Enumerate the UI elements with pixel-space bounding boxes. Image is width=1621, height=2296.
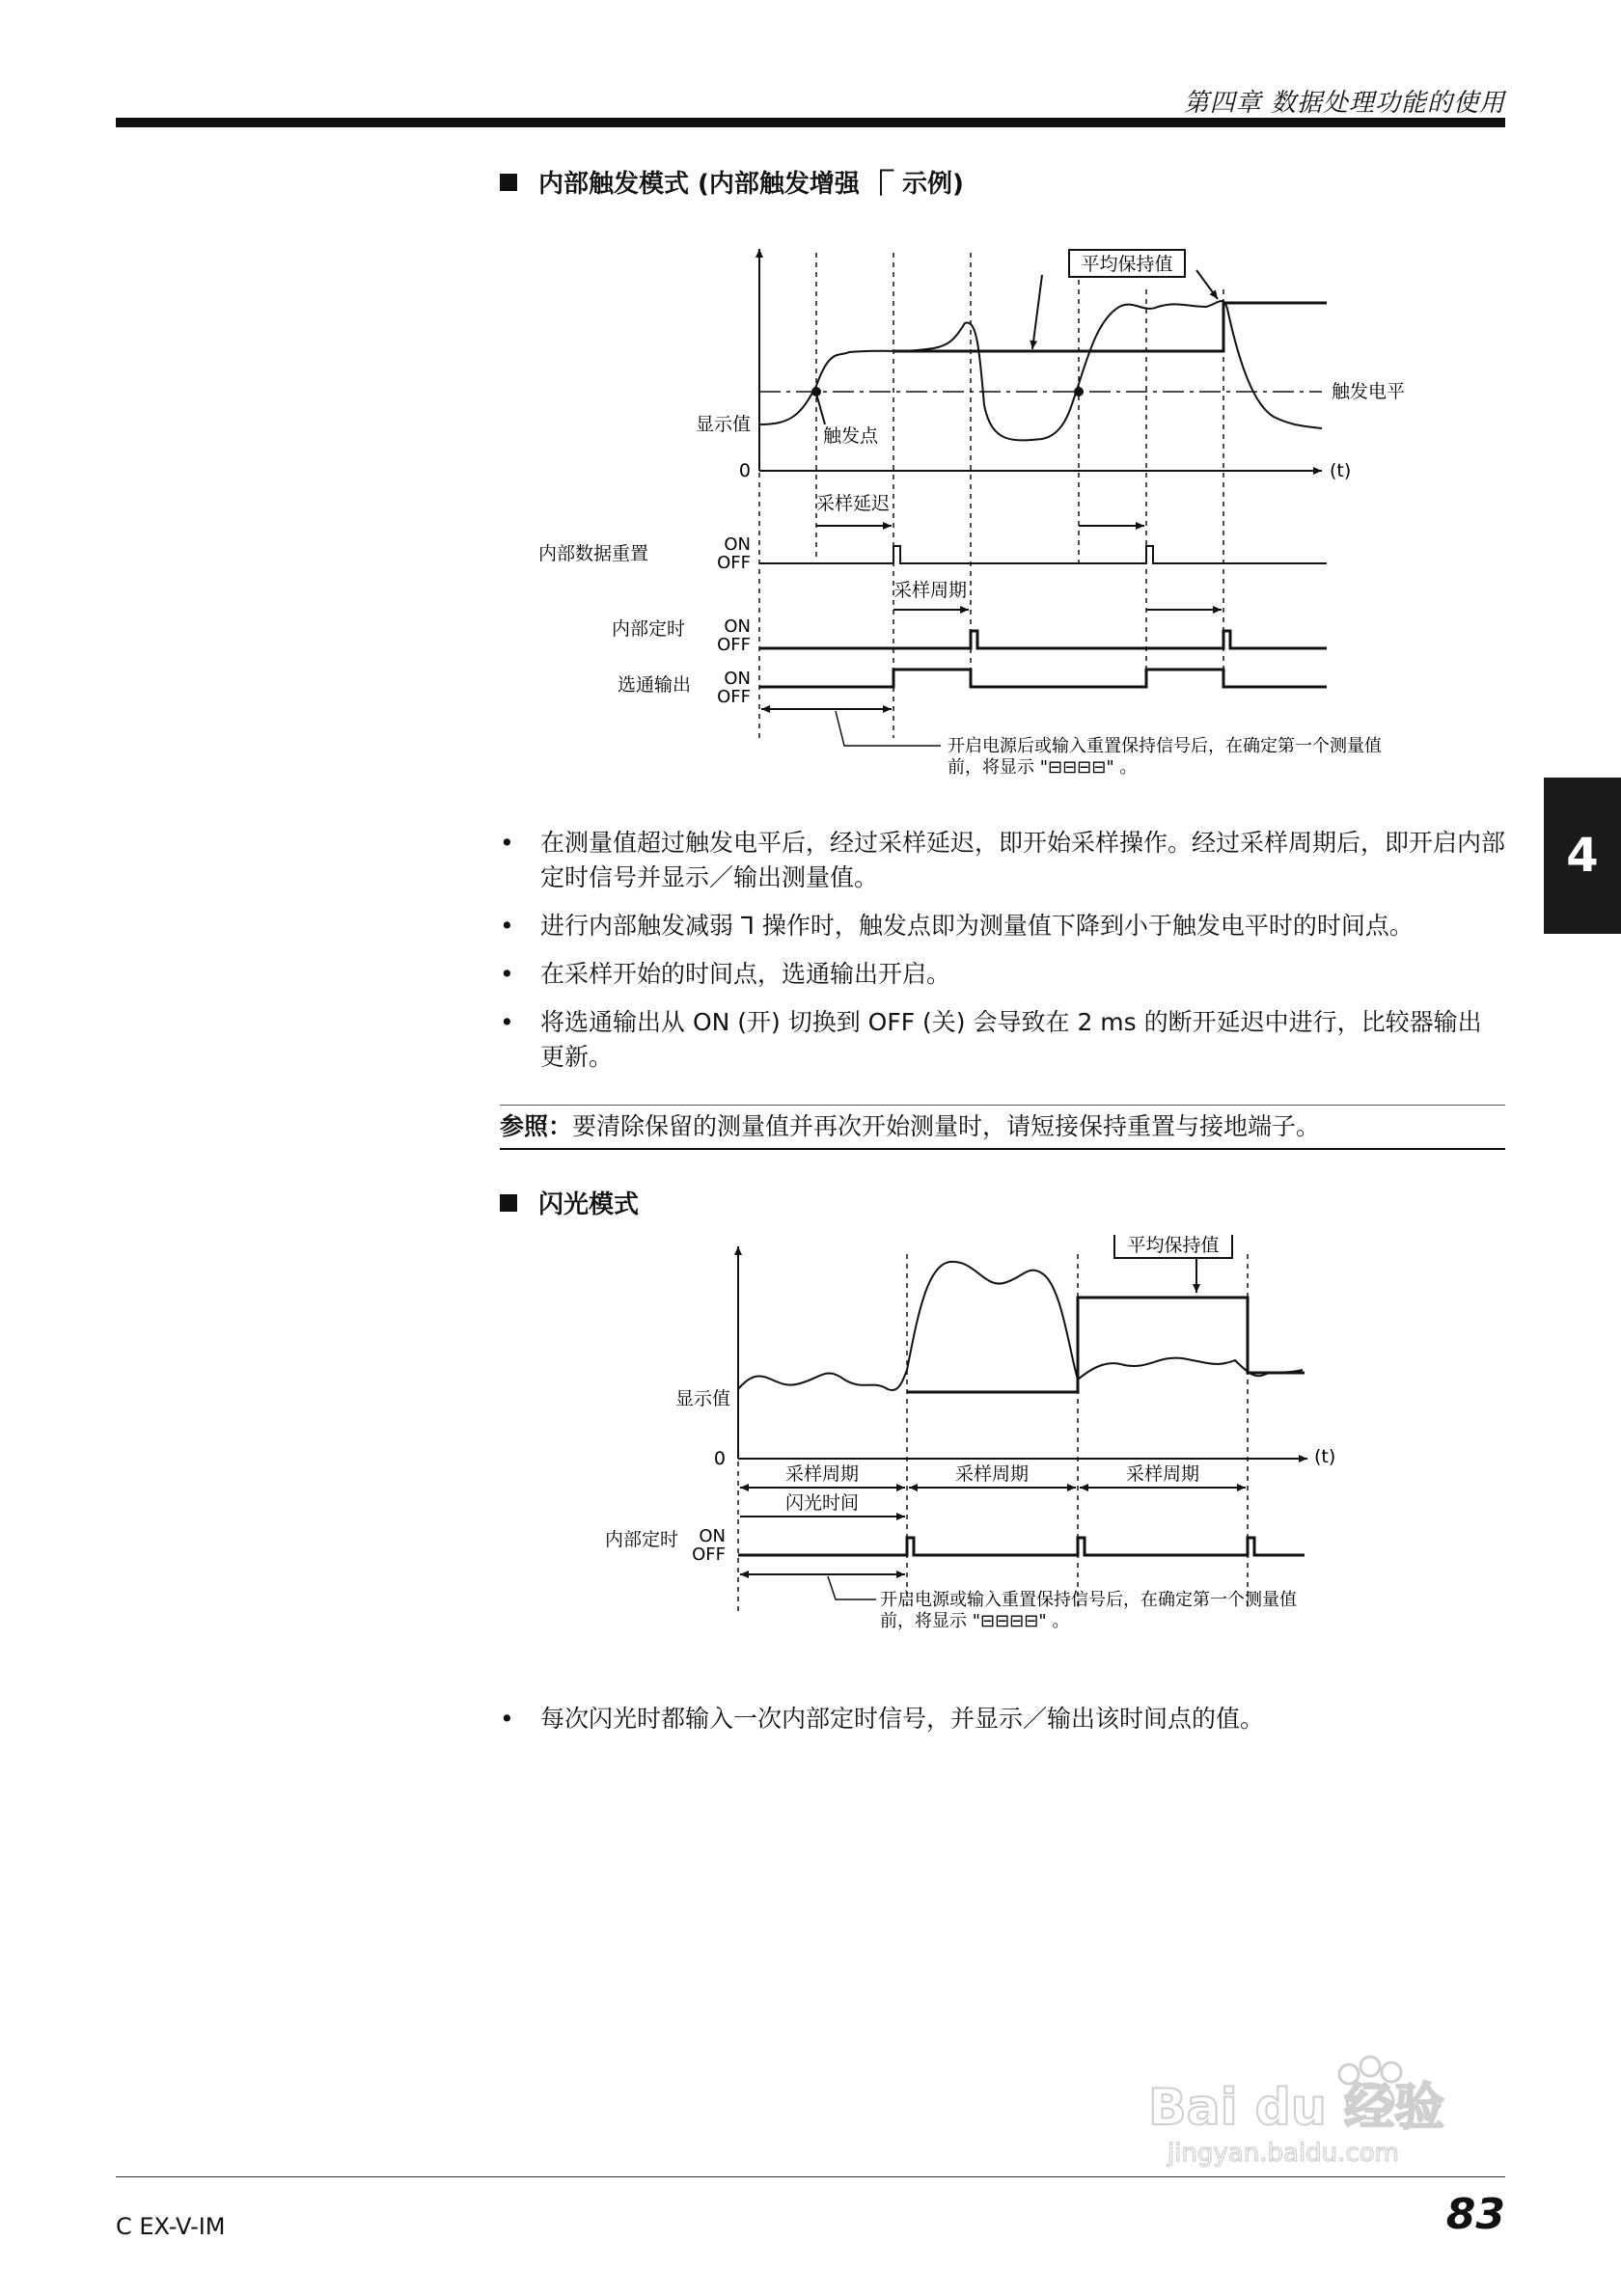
list-item: • 每次闪光时都输入一次内部定时信号，并显示／输出该时间点的值。 <box>500 1705 1265 1733</box>
note-line-1: 开启电源或输入重置保持信号后，在确定第一个测量值 <box>880 1590 1297 1610</box>
watermark-url: jingyan.baidu.com <box>1168 2139 1399 2168</box>
display-value-label: 显示值 <box>695 414 751 435</box>
reference-label: 参照： <box>500 1112 573 1140</box>
sample-period-label: 采样周期 <box>893 580 968 601</box>
sample-period-label-3: 采样周期 <box>1125 1463 1200 1485</box>
chapter-tab: 4 <box>1544 778 1621 934</box>
sample-period-label-2: 采样周期 <box>954 1463 1030 1485</box>
display-value-label: 显示值 <box>674 1388 730 1409</box>
row-label-timer: 内部定时 <box>604 1529 678 1550</box>
row-label-timer: 内部定时 <box>611 618 685 640</box>
footer-doc-code: C EX-V-IM <box>116 2213 226 2240</box>
note-line-2: 前，将显示 "⊟⊟⊟⊟" 。 <box>880 1611 1070 1631</box>
reference-text: 要清除保留的测量值并再次开始测量时，请短接保持重置与接地端子。 <box>572 1112 1321 1140</box>
strobe-off-label: OFF <box>717 687 751 707</box>
square-bullet-icon <box>500 1194 517 1212</box>
reference-note <box>500 1105 1505 1150</box>
note-line-1: 开启电源后或输入重置保持信号后，在确定第一个测量值 <box>948 736 1382 756</box>
reset-on-label: ON <box>724 534 751 555</box>
timer-on-label: ON <box>724 616 751 637</box>
section-title-text: 闪光模式 <box>538 1190 640 1219</box>
zero-label: 0 <box>713 1448 726 1469</box>
time-axis-label: (t) <box>1314 1446 1336 1467</box>
list-item: • 在采样开始的时间点，选通输出开启。 <box>500 960 951 988</box>
chapter-header: 第四章 数据处理功能的使用 <box>1183 89 1505 118</box>
page-number: 83 <box>1445 2190 1505 2239</box>
avg-hold-label: 平均保持值 <box>1127 1235 1220 1256</box>
section1-bullet-list <box>500 826 1505 1088</box>
strobe-on-label: ON <box>724 669 751 689</box>
list-item: • 进行内部触发减弱 ⅂ 操作时，触发点即为测量值下降到小于触发电平时的时间点。 <box>500 912 1414 940</box>
sample-period-label-1: 采样周期 <box>784 1463 860 1485</box>
list-item: • 在测量值超过触发电平后，经过采样延迟，即开始采样操作。经过采样周期后，即开启内部定时信号并显示／输出测量值。 <box>500 829 1506 891</box>
trigger-level-label: 触发电平 <box>1332 381 1406 402</box>
row-label-strobe: 选通输出 <box>617 674 691 696</box>
baidu-watermark <box>1139 2055 1525 2171</box>
timer-off-label: OFF <box>692 1544 726 1565</box>
timer-off-label: OFF <box>717 635 751 655</box>
row-label-reset: 内部数据重置 <box>537 543 648 564</box>
section-title-flash-mode <box>500 1185 639 1220</box>
zero-label: 0 <box>738 460 751 481</box>
note-line-2: 前，将显示 "⊟⊟⊟⊟" 。 <box>948 757 1138 778</box>
footer-rule <box>116 2176 1505 2177</box>
timer-on-label: ON <box>699 1526 726 1546</box>
flash-mode-timing-diagram <box>0 1235 1621 1640</box>
watermark-brand: Bai du 经验 <box>1148 2079 1444 2137</box>
internal-trigger-timing-diagram <box>0 0 1621 791</box>
sample-delay-label: 采样延迟 <box>816 493 891 514</box>
time-axis-label: (t) <box>1330 460 1352 481</box>
avg-hold-label: 平均保持值 <box>1081 254 1173 275</box>
reset-off-label: OFF <box>717 553 751 573</box>
list-item: • 将选通输出从 ON (开) 切换到 OFF (关) 会导致在 2 ms 的断开延迟中进行，比较器输出更新。 <box>500 1008 1482 1071</box>
flash-time-label: 闪光时间 <box>784 1492 860 1514</box>
trigger-point-label: 触发点 <box>823 425 879 447</box>
section-title-text: 内部触发模式 (内部触发增强 ⎾ 示例) <box>538 170 964 199</box>
section2-bullet-list <box>500 1702 1505 1750</box>
